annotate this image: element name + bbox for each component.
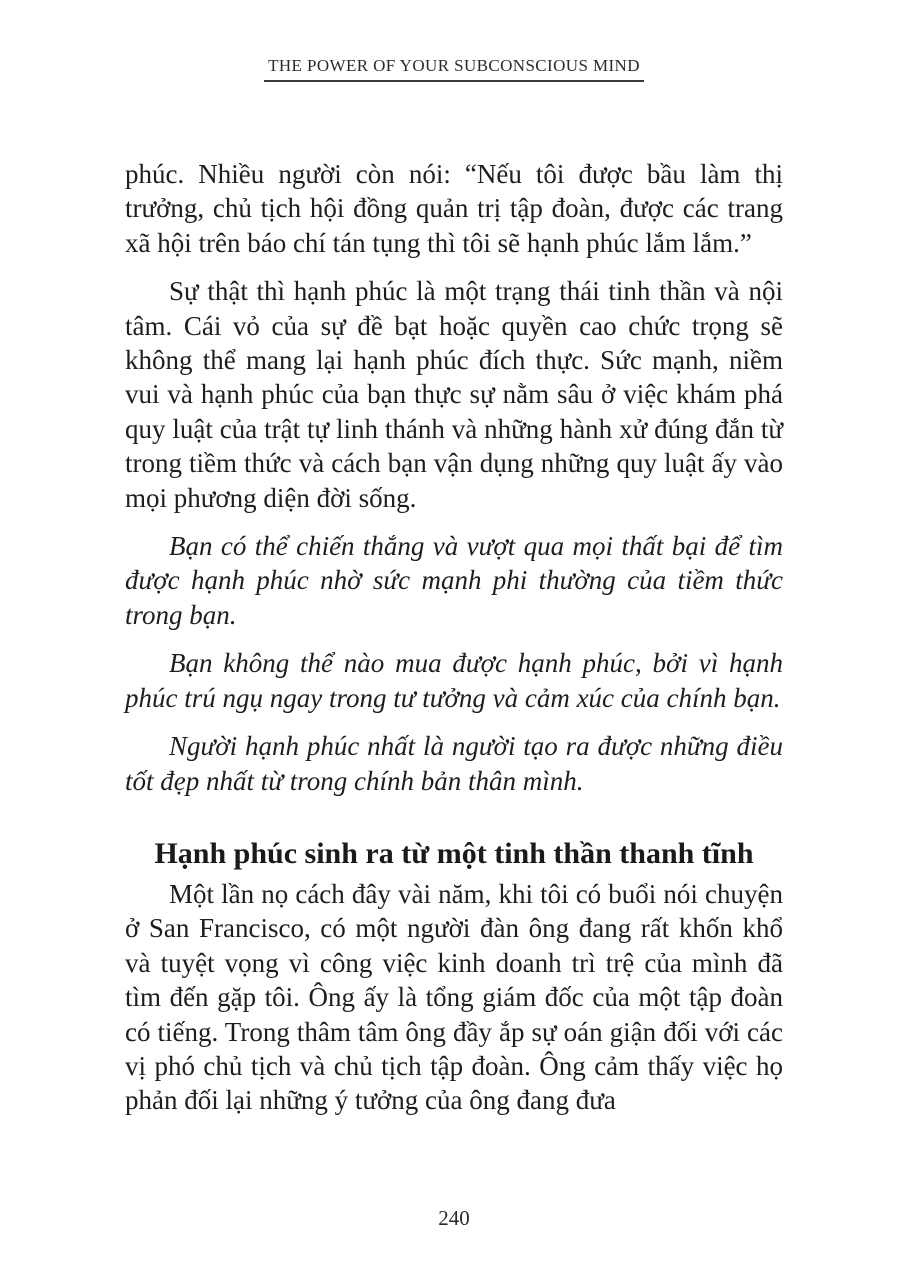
quote-happiest-person: Người hạnh phúc nhất là người tạo ra được những điều tốt đẹp nhất từ trong chính bản thân mình. <box>125 731 783 796</box>
paragraph-happiness-state: Sự thật thì hạnh phúc là một trạng thái tinh thần và nội tâm. Cái vỏ của sự đề bạt hoặc quyền cao chức trọng sẽ không thể mang lại hạnh phúc đích thực. Sức mạnh, niềm vui và hạnh phúc của bạn thực sự nằm sâu ở việc khám phá quy luật của trật tự linh thánh và những hành xử đúng đắn từ trong tiềm thức và cách bạn vận dụng những quy luật ấy vào mọi phương diện đời sống. <box>125 276 783 513</box>
page-number: 240 <box>438 1206 470 1230</box>
section-heading: Hạnh phúc sinh ra từ một tinh thần thanh tĩnh <box>154 836 754 870</box>
running-title: THE POWER OF YOUR SUBCONSCIOUS MIND <box>264 55 644 82</box>
running-header <box>0 55 908 82</box>
body-text <box>125 157 783 1132</box>
paragraph-san-francisco-story: Một lần nọ cách đây vài năm, khi tôi có buổi nói chuyện ở San Francisco, có một người đàn ông đang rất khốn khổ và tuyệt vọng vì công việc kinh doanh trì trệ của mình đã tìm đến gặp tôi. Ông ấy là tổng giám đốc của một tập đoàn có tiếng. Trong thâm tâm ông đầy ắp sự oán giận đối với các vị phó chủ tịch và chủ tịch tập đoàn. Ông cảm thấy việc họ phản đối lại những ý tưởng của ông đang đưa <box>125 878 783 1116</box>
quote-cannot-buy-happiness: Bạn không thể nào mua được hạnh phúc, bởi vì hạnh phúc trú ngụ ngay trong tư tưởng và cảm xúc của chính bạn. <box>125 648 783 713</box>
paragraph-continuation: phúc. Nhiều người còn nói: “Nếu tôi được bầu làm thị trưởng, chủ tịch hội đồng quản trị tập đoàn, được các trang xã hội trên báo chí tán tụng thì tôi sẽ hạnh phúc lắm lắm.” <box>125 159 783 258</box>
quote-overcome-failure: Bạn có thể chiến thắng và vượt qua mọi thất bại để tìm được hạnh phúc nhờ sức mạnh phi thường của tiềm thức trong bạn. <box>125 531 783 630</box>
